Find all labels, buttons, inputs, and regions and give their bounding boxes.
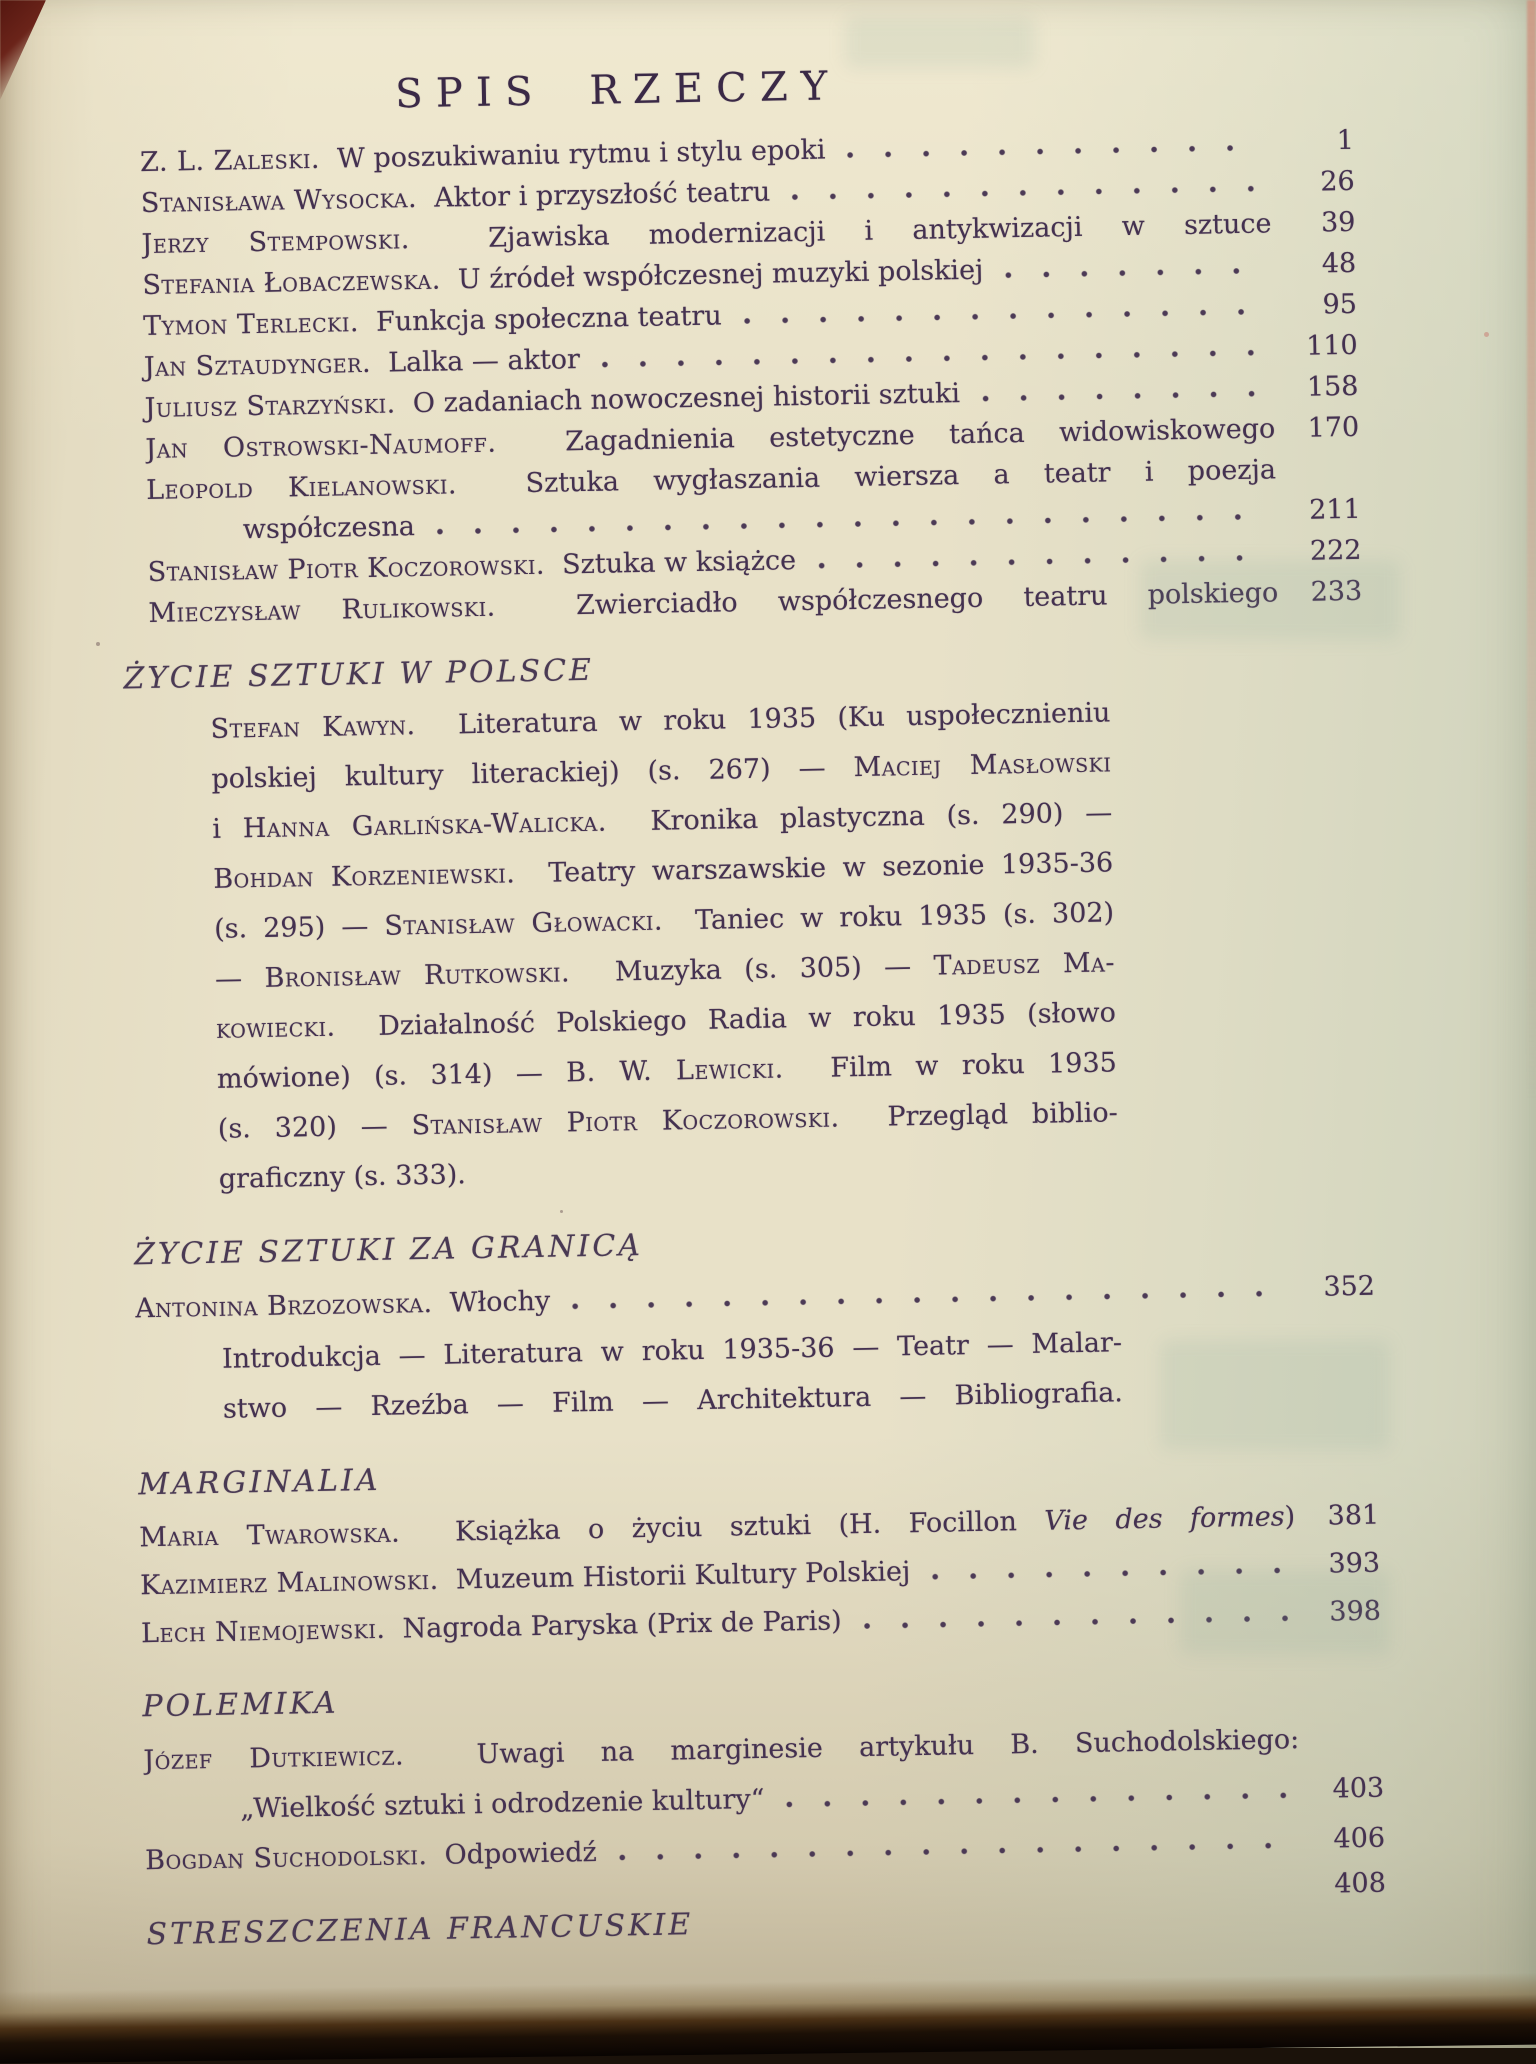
toc-section-heading: [146, 1867, 1387, 1956]
dot-leader: [786, 186, 1263, 201]
page-number: 398: [1329, 1595, 1382, 1628]
entry-text: [240, 1775, 765, 1835]
author-name: Stanisława Wysocka.: [140, 183, 418, 220]
page-number: 408: [1334, 1867, 1387, 1900]
section-title: ŻYCIE SZTUKI ZA GRANICĄ: [133, 1228, 644, 1273]
author-name: Juliusz Starzyński.: [144, 388, 397, 425]
toc-blocks: [114, 120, 1387, 1955]
text-run: (s. 320) —: [217, 1110, 412, 1145]
text-run: Funkcja społeczna teatru: [358, 300, 722, 339]
text-run: graficzny (s. 333).: [218, 1159, 467, 1195]
dust-speck: [560, 1210, 563, 1213]
entry-text: [145, 1828, 597, 1886]
text-run: Nagroda Paryska (Prix de Paris): [385, 1605, 842, 1645]
section-title: STRESZCZENIA FRANCUSKIE: [146, 1907, 694, 1953]
text-run: Zjawiska modernizacji i antykwizacji w sztuce: [409, 208, 1272, 256]
text-run: Przegląd biblio-: [839, 1097, 1119, 1134]
page-edge-tint: [1527, 0, 1536, 1100]
page-number: [1282, 477, 1360, 478]
section-title: MARGINALIA: [138, 1462, 381, 1503]
text-run: W poszukiwaniu rytmu i stylu epoki: [319, 134, 826, 175]
page-number: 233: [1310, 575, 1363, 608]
toc-entry: [135, 1262, 1376, 1335]
show-through-smudge: [845, 16, 1035, 68]
page-number: 406: [1333, 1822, 1386, 1855]
italic-title: Vie des formes: [1044, 1501, 1285, 1537]
page-number: 211: [1308, 493, 1361, 526]
text-run: Teatry warszawskie w sezonie 1935-36: [515, 847, 1114, 890]
text-run: Włochy: [432, 1285, 551, 1319]
text-run: mówione) (s. 314) —: [216, 1057, 567, 1095]
author-name: Tymon Terlecki.: [142, 307, 360, 343]
page-number: 110: [1305, 329, 1358, 362]
dot-leader: [738, 308, 1265, 324]
page-number: 26: [1320, 165, 1355, 198]
text-run: Zagadnienia estetyczne tańca widowiskowego: [496, 413, 1276, 459]
author-name: kowiecki.: [215, 1011, 336, 1045]
entry-text: [135, 1277, 551, 1335]
text-run: stwo — Rzeźba — Film — Architektura — Bibliografia.: [222, 1377, 1124, 1425]
page-number: 393: [1328, 1547, 1381, 1580]
author-name: Stanisław Głowacki.: [384, 905, 664, 942]
author-name: Antonina Brzozowska.: [134, 1287, 433, 1325]
section-title: ŻYCIE SZTUKI W POLSCE: [123, 652, 595, 697]
page-number: 222: [1309, 534, 1362, 567]
author-name: Maciej Masłowski: [853, 747, 1112, 784]
author-name: Stefania Łobaczewska.: [142, 264, 442, 302]
page-title: SPIS RZECZY: [394, 63, 841, 118]
text-run: Aktor i przyszłość teatru: [416, 176, 771, 214]
page-number: 95: [1322, 288, 1358, 321]
text-run: O zadaniach nowoczesnej historii sztuki: [395, 378, 961, 420]
dot-leader: [566, 1290, 1283, 1309]
page-number: 352: [1323, 1270, 1376, 1303]
author-name: Stanisław Piotr Koczorowski.: [411, 1102, 840, 1142]
author-name: Józef Dutkiewicz.: [143, 1740, 405, 1777]
spacer: [693, 1923, 1308, 1934]
toc-annotation-paragraph: [222, 1318, 1124, 1434]
author-name: Stanisław Piotr Koczorowski.: [147, 549, 546, 588]
dot-leader: [781, 1792, 1293, 1807]
text-run: Sztuka wygłaszania wiersza a teatr i poezja: [456, 454, 1277, 501]
text-run: współczesna: [242, 511, 416, 546]
dot-leader: [976, 390, 1267, 401]
author-name: Leopold Kielanowski.: [145, 469, 458, 507]
text-run: U źródeł współczesnej muzyki polskiej: [440, 254, 984, 296]
book-bottom-edge: [0, 1972, 1536, 2063]
text-run: Muzeum Historii Kultury Polskiej: [438, 1556, 911, 1596]
dot-leader: [596, 349, 1266, 367]
author-name: Bohdan Korzeniewski.: [213, 858, 516, 895]
author-name: Hanna Garlińska-Walicka.: [242, 806, 608, 845]
text-run: Odpowiedź: [427, 1836, 598, 1872]
spacer: [594, 667, 1286, 680]
text-run: „Wielkość sztuki i odrodzenie kultury“: [240, 1783, 765, 1825]
text-run: Działalność Polskiego Radia w roku 1935 (słowo: [335, 997, 1117, 1043]
text-run: Literatura w roku 1935 (Ku uspołecznieniu: [415, 697, 1111, 742]
author-name: B. W. Lewicki.: [565, 1053, 784, 1089]
show-through-smudge: [1160, 1340, 1390, 1450]
author-name: Mieczysław Rulikowski.: [148, 591, 496, 629]
dot-leader: [999, 267, 1264, 278]
dust-speck: [1484, 332, 1489, 337]
text-run: Kronika plastyczna (s. 290) —: [606, 797, 1113, 838]
table-of-contents: [112, 24, 1387, 1955]
author-name: Stefan Kawyn.: [210, 710, 416, 745]
dust-speck: [96, 642, 100, 646]
text-run: —: [214, 962, 265, 995]
page-number: 39: [1320, 206, 1356, 239]
page-number: 1: [1336, 124, 1355, 157]
page-number: [1296, 1242, 1374, 1243]
book-corner-shadow: [0, 0, 46, 100]
spacer: [643, 1243, 1296, 1255]
entry-text: [243, 506, 416, 550]
author-name: Kazimierz Malinowski.: [139, 1564, 440, 1602]
text-run: i: [212, 813, 244, 845]
page-number: [1300, 1472, 1378, 1473]
text-run: Zwierciadło współczesnego teatru polskiego: [495, 577, 1279, 623]
text-run: Uwagi na marginesie artykułu B. Suchodolskiego:: [403, 1724, 1300, 1772]
text-run: Introdukcja — Literatura w roku 1935-36 — Teatr — Malar-: [221, 1327, 1123, 1375]
author-name: Z. L. Zaleski.: [139, 143, 321, 179]
spacer: [381, 1473, 1301, 1490]
page-number: 170: [1307, 411, 1360, 444]
author-name: Maria Twarowska.: [139, 1517, 401, 1554]
author-name: Bronisław Rutkowski.: [264, 957, 571, 994]
text-run: Taniec w roku 1935 (s. 302): [662, 897, 1115, 937]
page-number: 381: [1327, 1499, 1380, 1532]
page-number: [1305, 1747, 1383, 1748]
author-name: Bogdan Suchodolski.: [144, 1840, 428, 1877]
text-run: Muzyka (s. 305) —: [569, 950, 934, 989]
page-number: 403: [1332, 1772, 1385, 1805]
text-run: Sztuka w książce: [544, 545, 797, 581]
text-run: (s. 295) —: [213, 910, 385, 945]
text-run: Książka o życiu sztuki (H. Focillon: [399, 1505, 1045, 1549]
text-run: polskiej kultury literackiej) (s. 267) —: [211, 752, 854, 795]
page-number: [1286, 666, 1364, 667]
author-name: Jerzy Stempowski.: [141, 224, 411, 261]
page-number: 158: [1306, 370, 1359, 403]
spacer: [339, 1695, 1305, 1713]
show-through-smudge: [1180, 1570, 1390, 1655]
dot-leader: [431, 513, 1269, 534]
dot-leader: [613, 1842, 1293, 1860]
author-name: Jan Sztaudynger.: [143, 347, 372, 384]
toc-annotation-paragraph: [210, 688, 1119, 1204]
page-number: 48: [1321, 247, 1357, 280]
page-number: [1304, 1694, 1382, 1695]
text-run: Lalka — aktor: [370, 344, 581, 379]
dust-speck: [238, 1866, 241, 1869]
toc-section-heading: [123, 638, 1363, 699]
dot-leader: [841, 145, 1262, 159]
section-title: POLEMIKA: [142, 1685, 339, 1725]
text-run: Film w roku 1935: [783, 1047, 1118, 1085]
author-name: Tadeusz Ma-: [933, 947, 1116, 982]
text-run: ): [1284, 1501, 1296, 1533]
author-name: Lech Niemojewski.: [140, 1613, 386, 1650]
show-through-smudge: [1140, 560, 1400, 640]
author-name: Jan Ostrowski-Naumoff.: [145, 427, 497, 466]
